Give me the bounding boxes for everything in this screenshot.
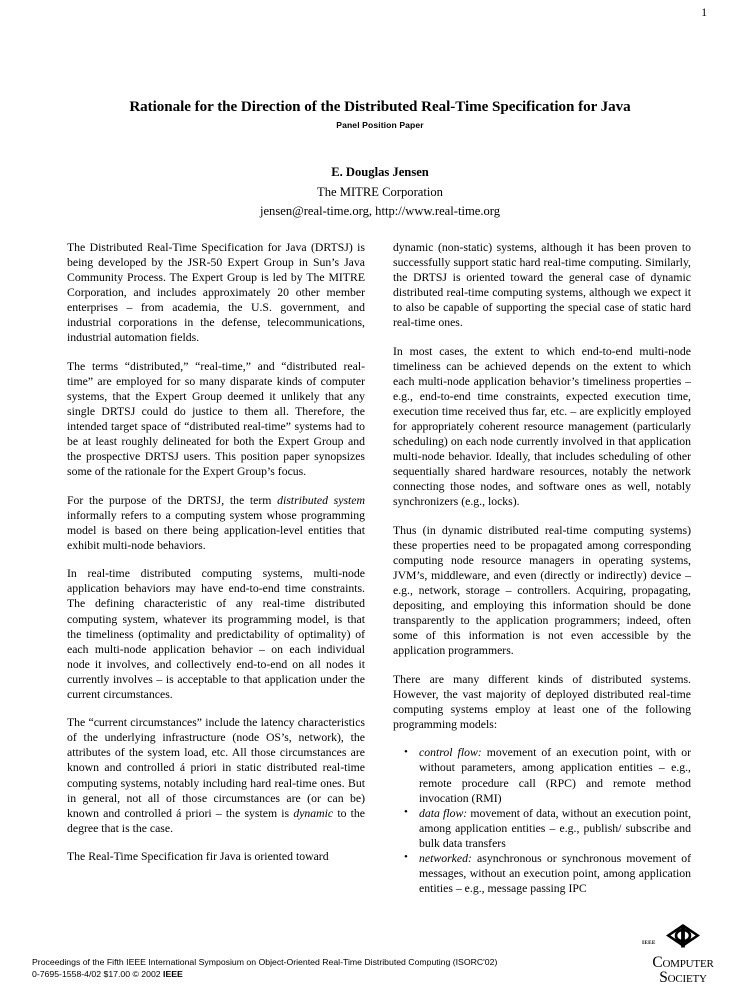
footer-proceedings-line: Proceedings of the Fifth IEEE International Symposium on Object-Oriented Real-Time Distributed Computing (ISORC'02) xyxy=(32,956,498,967)
left-column xyxy=(67,240,365,900)
body-columns xyxy=(67,240,692,900)
body-paragraph xyxy=(393,672,691,732)
paragraph-text: to the degree that is the case. xyxy=(67,806,365,835)
paragraph-text: In real-time distributed computing systems, multi-node application behaviors may have end-to-end time constraints. The defining characteristic of any real-time distributed computing system, whatever its programming model, is that the timeliness (optimality and predictability of optimality) of each multi-node application behavior – on each individual node it involves, and collectively end-to-end on all nodes it currently involves – is acceptable to that application under the current circumstances. xyxy=(67,567,365,701)
list-item-text: movement of data, without an execution point, among application entities – e.g., publish/ subscribe and bulk data transfers xyxy=(419,806,692,850)
emphasized-term: dynamic xyxy=(293,806,334,820)
footer-isbn-text: 0-7695-1558-4/02 $17.00 © 2002 xyxy=(32,968,164,979)
body-paragraph xyxy=(393,240,691,330)
paragraph-text: In most cases, the extent to which end-to-end multi-node timeliness can be achieved depends on the extent to which each multi-node application behavior’s timeliness properties – e.g., end-to-end time constraints, expected execution time, execution time received thus far, etc. – are explicitly employed for appropriately coherent resource management (particularly scheduling) on each node currently involved in that application multi-node behavior. Ideally, that includes scheduling of other sequentially shared hardware resources, notably the network connecting those nodes, and software ones as well, notably synchronizers (e.g., locks). xyxy=(393,344,691,509)
paragraph-text: The terms “distributed,” “real-time,” and “distributed real-time” are employed for so many disparate kinds of computer systems, that the Expert Group deemed it unlikely that any single DRTSJ could do justice to them all. Therefore, the intended target space of “distributed real-time” systems had to be at least roughly delineated for both the Expert Group and the prospective DRTSJ users. This position paper synopsizes some of the rationale for the Expert Group’s focus. xyxy=(67,359,365,479)
ieee-diamond-icon xyxy=(631,923,735,957)
body-paragraph xyxy=(67,359,365,479)
body-paragraph xyxy=(67,566,365,701)
ieee-wordmark: IEEE xyxy=(642,940,656,946)
paragraph-text: There are many different kinds of distributed systems. However, the vast majority of deployed distributed real-time computing systems employ at least one of the following programming models: xyxy=(393,672,691,731)
author-affiliation: The MITRE Corporation xyxy=(317,184,443,199)
body-paragraph xyxy=(67,240,365,345)
author-block xyxy=(60,163,700,222)
author-contact: jensen@real-time.org, http://www.real-time.org xyxy=(259,204,501,219)
author-name: E. Douglas Jensen xyxy=(331,165,429,179)
page-subtitle: Panel Position Paper xyxy=(336,120,424,131)
list-item-term: networked: xyxy=(419,851,472,865)
bullet-icon: • xyxy=(404,806,408,819)
paragraph-text: informally refers to a computing system whose programming model is based on there being application-level entities that exhibit multi-node behaviors. xyxy=(67,508,365,552)
title-block xyxy=(60,98,700,130)
list-item-text: movement of an execution point, with or without parameters, among application entities – e.g., remote procedure call (RPC) and remote method invocation (RMI) xyxy=(419,746,691,805)
body-paragraph xyxy=(67,849,365,864)
right-column xyxy=(393,240,691,900)
body-paragraph xyxy=(67,715,365,835)
list-item-term: data flow: xyxy=(419,806,468,820)
logo-line-society: Society xyxy=(659,969,707,986)
page-title: Rationale for the Direction of the Distributed Real-Time Specification for Java xyxy=(129,99,631,115)
paragraph-text: dynamic (non-static) systems, although it has been proven to successfully support static hard real-time computing. Similarly, the DRTSJ is oriented toward the general case of dynamic distributed real-time computing systems, although we expect it to also be capable of supporting the special case of static hard real-time ones. xyxy=(393,241,691,330)
programming-models-list xyxy=(393,745,691,895)
list-item xyxy=(404,745,691,805)
paragraph-text: The Distributed Real-Time Specification for Java (DRTSJ) is being developed by the JSR-50 Expert Group in Sun’s Java Community Process. The Expert Group is led by The MITRE Corporation, and includes approximately 20 other member enterprises – from academia, the U.S. government, and industrial corporations in the defense, telecommunications, industrial automation fields. xyxy=(67,241,365,345)
list-item-text: asynchronous or synchronous movement of messages, without an execution point, among application entities – e.g., message passing IPC xyxy=(419,851,691,895)
paragraph-text: Thus (in dynamic distributed real-time computing systems) these properties need to be propagated among corresponding computing node resource managers in operating systems, JVM’s, middleware, and even (directly or indirectly) device – e.g., network, storage – controllers. Acquiring, propagating, depositing, and employing this information should be done transparently to the application programmers; indeed, often some of this information is not even accessible by the application programmers. xyxy=(393,523,691,658)
paragraph-text: For the purpose of the DRTSJ, the term xyxy=(67,493,278,507)
list-item xyxy=(404,851,691,896)
bullet-icon: • xyxy=(404,745,408,758)
footer-isbn-line xyxy=(32,968,497,980)
footer xyxy=(32,956,497,980)
list-item-term: control flow: xyxy=(419,746,482,760)
paragraph-text: The “current circumstances” include the latency characteristics of the underlying infrastructure (node OS’s, network), the attributes of the system load, etc. All those circumstances are known and controlled á priori in static distributed real-time computing systems, notably including hard real-time ones. But in general, not all of those circumstances are (or can be) known and controlled á priori – the system is xyxy=(67,716,365,820)
page-number: 1 xyxy=(701,7,707,19)
list-item xyxy=(404,806,692,851)
bullet-icon: • xyxy=(404,851,408,864)
ieee-computer-society-logo xyxy=(631,923,735,986)
body-paragraph xyxy=(393,523,691,658)
footer-ieee-label: IEEE xyxy=(163,968,183,979)
logo-line-computer: Computer xyxy=(652,954,714,971)
paragraph-text: The Real-Time Specification fir Java is oriented toward xyxy=(67,850,329,864)
emphasized-term: distributed system xyxy=(277,493,366,507)
body-paragraph xyxy=(393,344,691,510)
body-paragraph xyxy=(67,493,365,553)
